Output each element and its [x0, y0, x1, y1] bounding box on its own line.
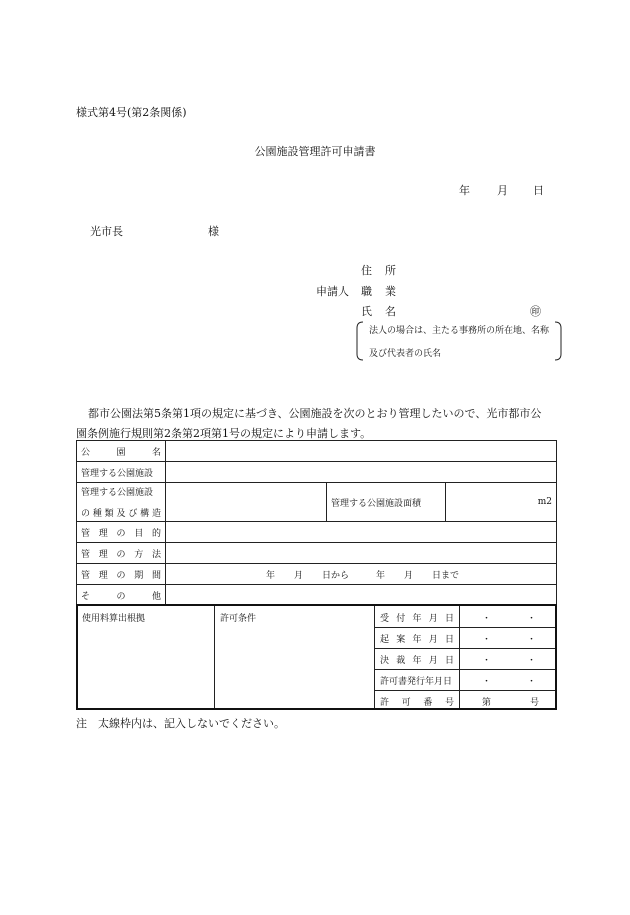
application-table [76, 440, 557, 606]
received-label: 受 付 年 月 日 [380, 614, 454, 624]
corporate-note-line1: 法人の場合は、主たる事務所の所在地、名称 [369, 326, 550, 336]
purpose-value[interactable] [166, 522, 557, 543]
name-label-2: 名 [385, 305, 396, 318]
occupation-label-1: 職 [361, 285, 372, 298]
facility-value[interactable] [166, 462, 557, 483]
park-name-value[interactable] [166, 441, 557, 462]
area-label: 管理する公園施設面積 [327, 483, 446, 522]
method-label: 管 理 の 方 法 [77, 543, 166, 564]
issued-label: 許可書発行年月日 [380, 677, 453, 687]
drafted-label: 起 案 年 月 日 [380, 635, 454, 645]
address-label-1: 住 [361, 264, 372, 277]
type-structure-value[interactable] [166, 483, 327, 522]
decided-value[interactable]: ・ ・ [481, 656, 536, 666]
form-number: 様式第4号(第2条関係) [76, 106, 187, 119]
other-value[interactable] [166, 585, 557, 606]
purpose-label: 管 理 の 目 的 [77, 522, 166, 543]
seal-mark: ㊞ [530, 305, 541, 318]
body-text-line2: 園条例施行規則第2条第2項第1号の規定により申請します。 [76, 427, 372, 440]
date-day: 日 [533, 184, 544, 197]
period-label: 管 理 の 期 間 [77, 564, 166, 585]
document-title: 公園施設管理許可申請書 [254, 145, 376, 158]
type-structure-label: 管理する公園施設 の 種 類 及 び 構 造 [77, 483, 166, 522]
name-label-1: 氏 [361, 305, 372, 318]
period-value[interactable]: 年 月 日から 年 月 日まで [166, 564, 557, 585]
corporate-note-line2: 及び代表者の氏名 [369, 349, 442, 359]
date-month: 月 [497, 184, 508, 197]
addressee-name: 光市長 [90, 225, 123, 238]
conditions-label: 許可条件 [220, 614, 257, 624]
date-year: 年 [459, 184, 470, 197]
permit-no-prefix: 第 [482, 698, 492, 708]
drafted-value[interactable]: ・ ・ [481, 635, 536, 645]
facility-label: 管理する公園施設 [77, 462, 166, 483]
occupation-label-2: 業 [385, 285, 396, 298]
issued-value[interactable]: ・ ・ [481, 677, 536, 687]
park-name-label: 公 園 名 [77, 441, 166, 462]
applicant-label: 申請人 [316, 285, 349, 298]
received-value[interactable]: ・ ・ [481, 614, 536, 624]
permit-no-suffix: 号 [530, 698, 540, 708]
fee-basis-label: 使用料算出根拠 [82, 614, 146, 624]
decided-label: 決 裁 年 月 日 [380, 656, 454, 666]
footnote: 注 太線枠内は、記入しないでください。 [76, 717, 285, 730]
other-label: そ の 他 [77, 585, 166, 606]
method-value[interactable] [166, 543, 557, 564]
permit-no-label: 許 可 番 号 [380, 698, 454, 708]
body-text-line1: 都市公園法第5条第1項の規定に基づき、公園施設を次のとおり管理したいので、光市都市公 [88, 407, 542, 420]
office-use-box [76, 604, 557, 710]
addressee-honorific: 様 [208, 225, 219, 238]
area-unit: m2 [446, 483, 557, 522]
address-label-2: 所 [385, 264, 396, 277]
